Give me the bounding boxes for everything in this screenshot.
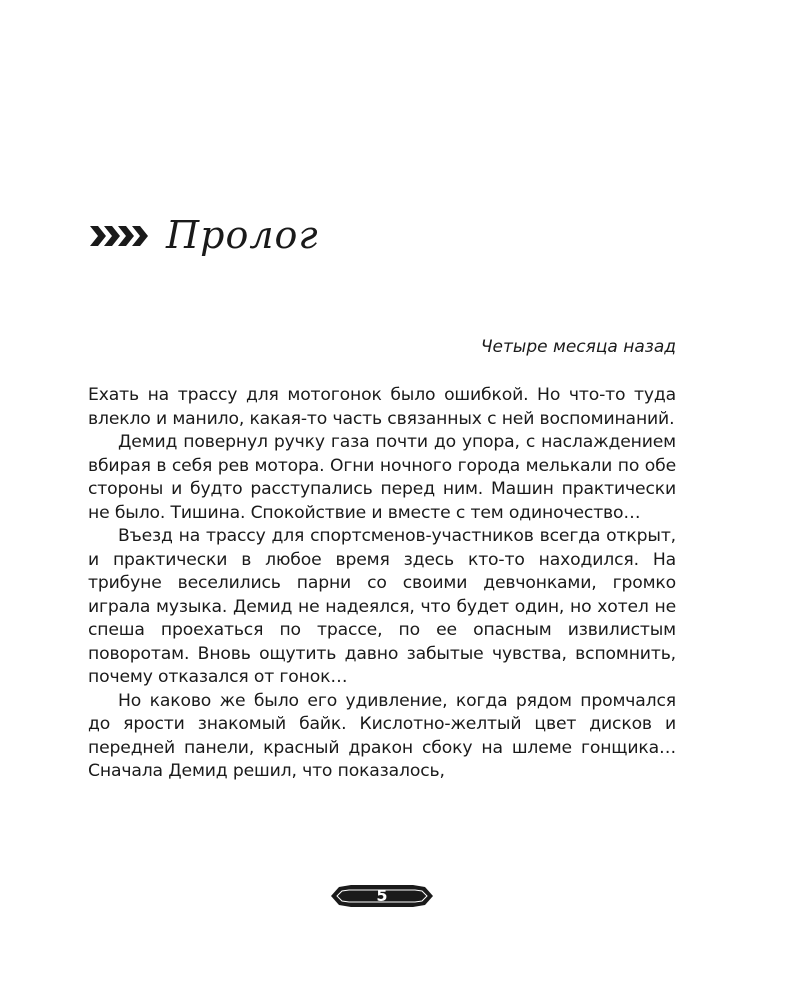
paragraph: Но каково же было его удивление, когда рядом промчался до ярости знакомый байк. Кислотно-желтый цвет дисков и передней панели, красный дракон сбоку на шлеме гонщика… Сначала Демид решил, что показалось, <box>88 690 676 781</box>
triple-chevron-icon <box>90 224 152 248</box>
chapter-header <box>90 205 319 265</box>
paragraph: Ехать на трассу для мотогонок было ошибкой. Но что-то туда влекло и манило, какая-то часть связанных с ней воспоминаний. <box>88 385 676 429</box>
body-text <box>88 384 676 784</box>
epigraph: Четыре месяца назад <box>480 337 676 357</box>
paragraph: Въезд на трассу для спортсменов-участников всегда открыт, и практически в любое время здесь кто-то находился. На трибуне веселились парни со своими девчонками, громко играла музыка. Демид не надеялся, что будет один, но хотел не спеша проехаться по трассе, по ее опасным извилистым поворотам. Вновь ощутить давно забытые чувства, вспомнить, почему отказался от гонок… <box>88 526 676 687</box>
chapter-title: Пролог <box>166 213 319 257</box>
page-number-badge <box>329 882 435 910</box>
page-number: 5 <box>376 886 388 905</box>
paragraph: Демид повернул ручку газа почти до упора, с наслаждением вбирая в себя рев мотора. Огни ночного города мелькали по обе стороны и будто расступались перед ним. Машин практически не было. Тишина. Спокойствие и вместе с тем одиночество… <box>88 432 676 523</box>
